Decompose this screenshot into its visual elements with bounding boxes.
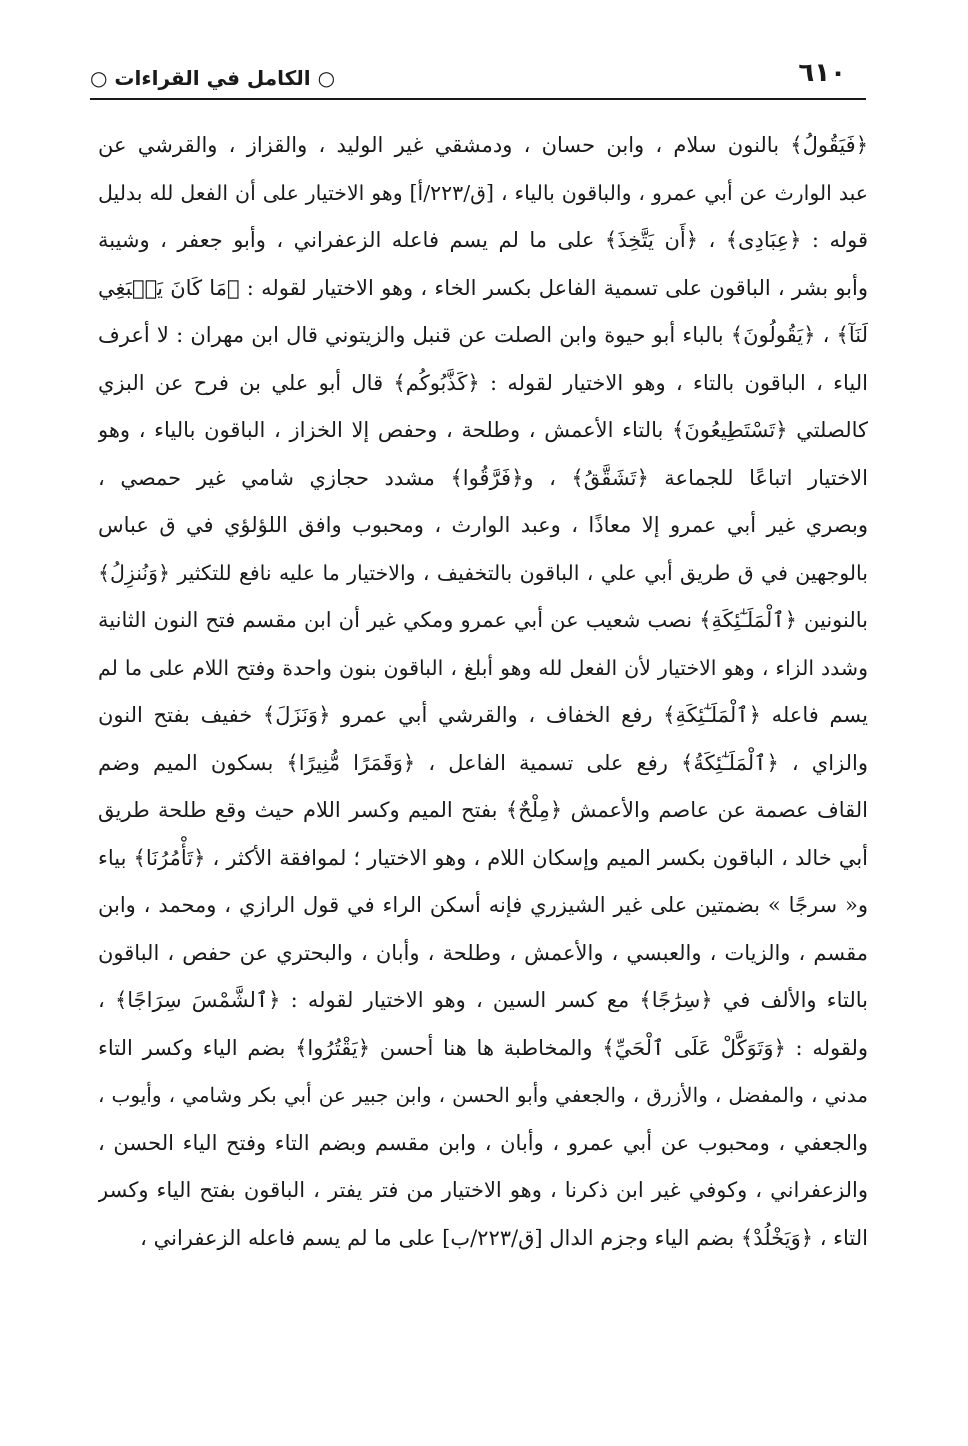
text-line: وشدد الزاء ، وهو الاختيار لأن الفعل لله وهو أبلغ ، الباقون بنون واحدة وفتح اللام على ما لم — [98, 655, 868, 680]
text-line: والزعفراني ، وكوفي غير ابن ذكرنا ، وهو الاختيار من فتر يفتر ، الباقون بفتح الياء وكسر — [98, 1178, 868, 1202]
text-line: ولقوله : ﴿وَتَوَكَّلْ عَلَى ٱلْحَيِّ﴾ والمخاطبة ها هنا أحسن ﴿يَقْتُرُوا﴾ بضم الياء وكسر التاء — [98, 1035, 868, 1060]
text-line: القاف عصمة عن عاصم والأعمش ﴿مِلْحٌ﴾ بفتح الميم وكسر اللام حيث وقع طلحة طريق — [98, 798, 868, 822]
text-line: لَنَآ﴾ ، ﴿يَقُولُونَ﴾ بالباء أبو حيوة وابن الصلت عن قنبل والزيتوني قال ابن مهران : لا أعرف — [98, 323, 868, 347]
text-line: مدني ، والمفضل ، والأزرق ، والجعفي وأبو الحسن ، وابن جبير عن أبي بكر وشامي ، وأيوب ، — [98, 1083, 868, 1107]
text-line: أبي خالد ، الباقون بكسر الميم وإسكان اللام ، وهو الاختيار ؛ لموافقة الأكثر ، ﴿تَأْمُرُنَا﴾ بياء — [98, 845, 868, 870]
text-line: وبصري غير أبي عمرو إلا معاذًا ، وعبد الوارث ، ومحبوب وافق اللؤلؤي في ق عباس — [98, 513, 868, 537]
text-line: بالتاء والألف في ﴿سِرَٰجًا﴾ مع كسر السين ، وهو الاختيار لقوله : ﴿ٱلشَّمْسَ سِرَاجًا﴾ ، — [98, 988, 868, 1012]
text-line: والزاي ، ﴿ٱلْمَلَـٰٓئِكَةُ﴾ رفع على تسمية الفاعل ، ﴿وَقَمَرًا مُّنِيرًا﴾ بسكون الميم وضم — [98, 750, 868, 775]
page-number: ٦١٠ — [798, 58, 846, 88]
text-line: التاء ، ﴿وَيَخْلُدْ﴾ بضم الياء وجزم الدال [ق/٢٢٣/ب] على ما لم يسم فاعله الزعفراني ، — [140, 1225, 868, 1250]
text-line: يسم فاعله ﴿ٱلْمَلَـٰٓئِكَةِ﴾ رفع الخفاف ، والقرشي أبي عمرو ﴿وَنَزَلَ﴾ خفيف بفتح النون — [98, 703, 868, 727]
text-line: الياء ، الباقون بالتاء ، وهو الاختيار لقوله : ﴿كَذَّبُوكُم﴾ قال أبو علي بن فرح عن البزي — [98, 370, 868, 395]
text-line: بالوجهين في ق طريق أبي علي ، الباقون بالتخفيف ، والاختيار ما عليه نافع للتكثير ﴿وَنُنزِلُ﴾ — [98, 560, 868, 585]
text-line: مقسم ، والزيات ، والعبسي ، والأعمش ، وطلحة ، وأبان ، والبحتري عن حفص ، الباقون — [98, 940, 868, 965]
text-line: عبد الوارث عن أبي عمرو ، والباقون بالياء ، [ق/٢٢٣/أ] وهو الاختيار على أن الفعل لله بدليل — [98, 180, 868, 205]
text-line: والجعفي ، ومحبوب عن أبي عمرو ، وأبان ، وابن مقسم وبضم التاء وفتح الياء الحسن ، — [98, 1130, 868, 1155]
text-line: الاختيار اتباعًا للجماعة ﴿تَشَقَّقُ﴾ ، و﴿فَرَّقُوا﴾ مشدد حجازي شامي غير حمصي ، — [98, 465, 868, 490]
text-line: قوله : ﴿عِبَادِى﴾ ، ﴿أَن يَتَّخِذَ﴾ على ما لم يسم فاعله الزعفراني ، وأبو جعفر ، وشيبة — [98, 228, 868, 252]
running-title: ○ الكامل في القراءات ○ — [90, 66, 336, 90]
page-header — [90, 52, 866, 100]
text-line: كالصلتي ﴿تَسْتَطِيعُونَ﴾ بالتاء الأعمش ، وطلحة ، وحفص إلا الخزاز ، الباقون بالياء ، وهو — [98, 418, 868, 442]
text-line: و« سرجًا » بضمتين على غير الشيزري فإنه أسكن الراء في قول الرازي ، ومحمد ، وابن — [98, 893, 868, 917]
text-line: بالنونين ﴿ٱلْمَلَـٰٓئِكَةِ﴾ نصب شعيب عن أبي عمرو ومكي غير أن ابن مقسم فتح النون الثانية — [98, 608, 868, 632]
text-line: وأبو بشر ، الباقون على تسمية الفاعل بكسر الخاء ، وهو الاختيار لقوله : ﴿مَا كَانَ يَنۢبَغِي — [98, 275, 868, 300]
body-text — [98, 122, 868, 1262]
text-line: ﴿فَيَقُولُ﴾ بالنون سلام ، وابن حسان ، ودمشقي غير الوليد ، والقزاز ، والقرشي عن — [98, 133, 868, 157]
